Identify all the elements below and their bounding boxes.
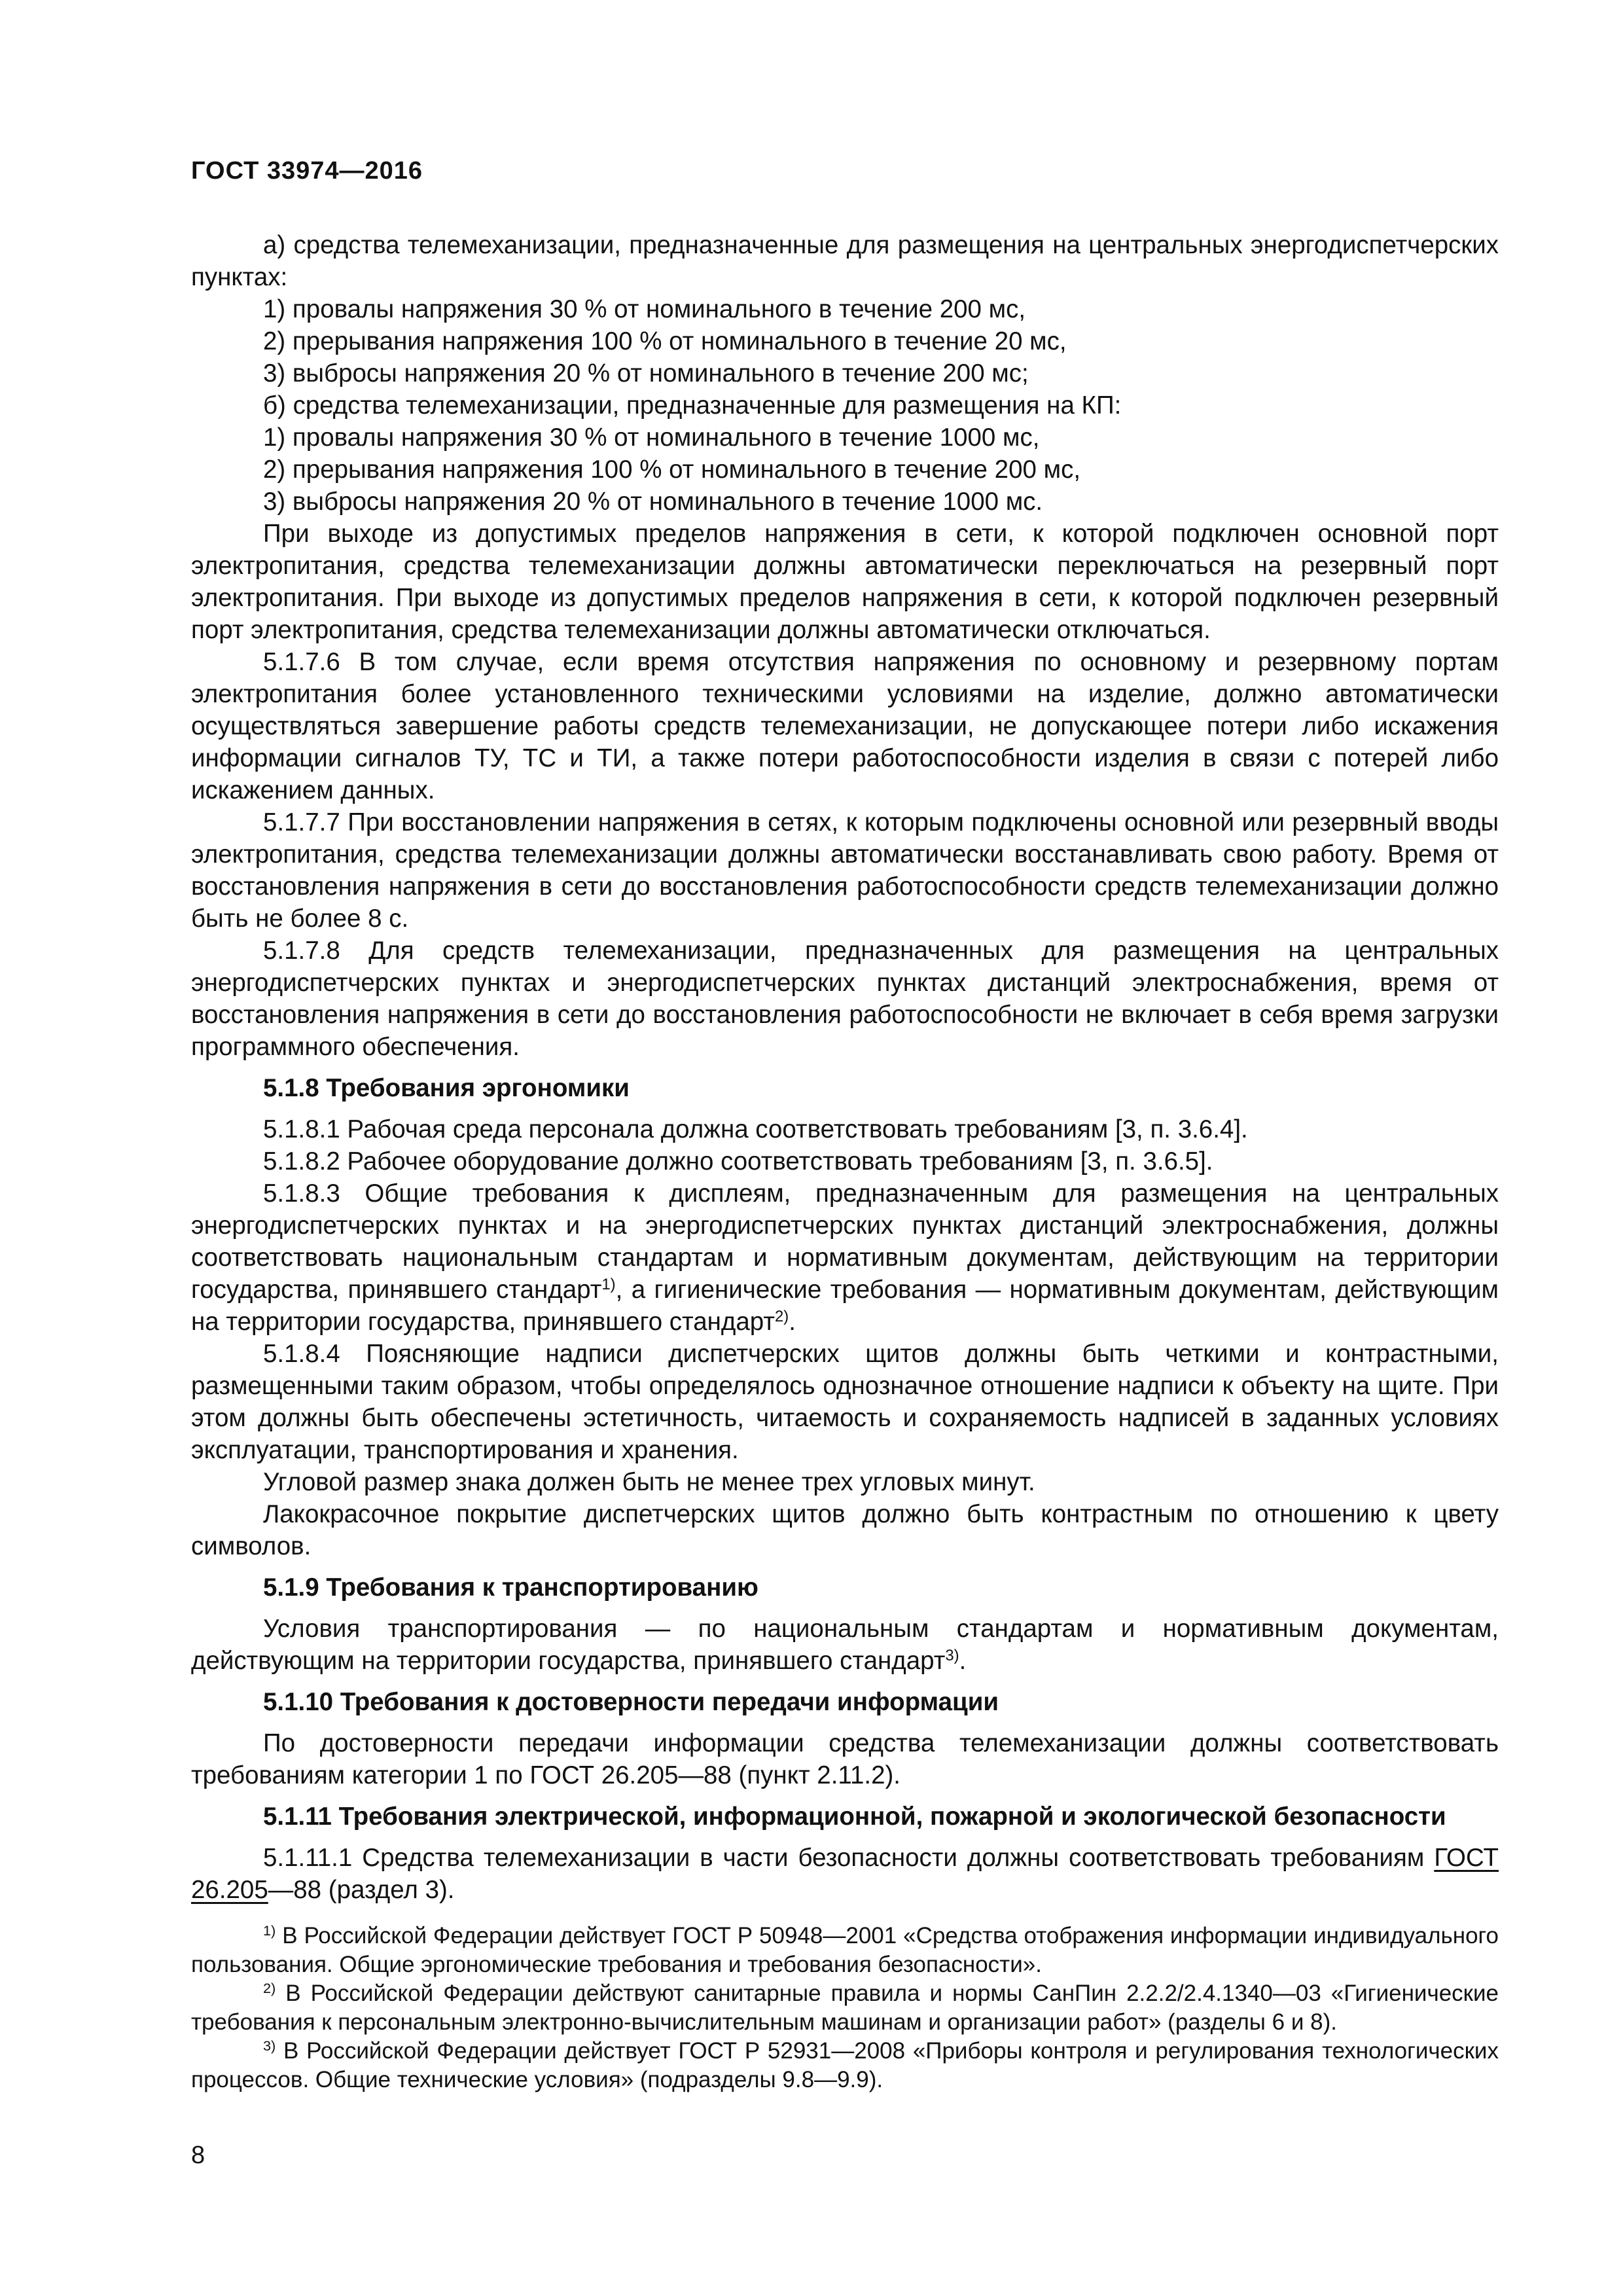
paragraph: По достоверности передачи информации средства телемеханизации должны соответствовать требованиям категории 1 по ГОСТ 26.205—88 (пункт 2.11.2). <box>191 1729 1499 1789</box>
section-heading-5-1-10: 5.1.10 Требования к достоверности передачи информации <box>263 1688 999 1716</box>
clause-5-1-7-8: 5.1.7.8 Для средств телемеханизации, предназначенных для размещения на центральных энергодиспетчерских пунктах и энергодиспетчерских пунктах дистанций электроснабжения, время от восстановления напряжения в сети до восстановления работоспособности не включает в себя время загрузки программного обеспечения. <box>191 937 1499 1061</box>
paragraph: Лакокрасочное покрытие диспетчерских щитов должно быть контрастным по отношению к цвету символов. <box>191 1500 1499 1560</box>
document-body <box>191 229 1499 2094</box>
section-heading-5-1-11: 5.1.11 Требования электрической, информационной, пожарной и экологической безопасности <box>263 1803 1446 1831</box>
footnote-text: В Российской Федерации действует ГОСТ Р 52931—2008 «Приборы контроля и регулирования технологических процессов. Общие технические условия» (подразделы 9.8—9.9). <box>191 2038 1499 2092</box>
list-item: 1) провалы напряжения 30 % от номинального в течение 1000 мс, <box>263 423 1040 452</box>
text: . <box>789 1308 796 1336</box>
text: 5.1.11.1 Средства телемеханизации в части безопасности должны соответствовать требованиям <box>263 1844 1435 1872</box>
footnote-1 <box>191 1922 1499 1979</box>
text: Условия транспортирования — по национальным стандартам и нормативным документам, действующим на территории государства, принявшего стандарт <box>191 1615 1499 1675</box>
paragraph: б) средства телемеханизации, предназначенные для размещения на КП: <box>263 391 1122 420</box>
list-item: 3) выбросы напряжения 20 % от номинального в течение 1000 мс. <box>263 488 1043 516</box>
text: . <box>959 1647 967 1675</box>
standard-link[interactable]: ГОСТ 26.205 <box>191 1844 1499 1904</box>
footnote-ref-2: 2) <box>775 1307 789 1325</box>
clause-5-1-7-7: 5.1.7.7 При восстановлении напряжения в сетях, к которым подключены основной или резервный вводы электропитания, средства телемеханизации должны автоматически восстанавливать свою работу. Время от восстановления напряжения в сети до восстановления работоспособности средств телемеханизации должно быть не более 8 с. <box>191 808 1499 933</box>
footnote-mark: 2) <box>263 1980 276 1997</box>
paragraph: а) средства телемеханизации, предназначенные для размещения на центральных энергодиспетчерских пунктах: <box>191 231 1499 291</box>
clause-5-1-8-4: 5.1.8.4 Поясняющие надписи диспетчерских щитов должны быть четкими и контрастными, размещенными таким образом, чтобы определялось однозначное отношение надписи к объекту на щите. При этом должны быть обеспечены эстетичность, читаемость и сохраняемость надписей в заданных условиях эксплуатации, транспортирования и хранения. <box>191 1340 1499 1464</box>
document-header: ГОСТ 33974—2016 <box>191 157 423 185</box>
section-heading-5-1-8: 5.1.8 Требования эргономики <box>263 1074 630 1102</box>
list-item: 2) прерывания напряжения 100 % от номинального в течение 20 мс, <box>263 327 1067 355</box>
section-heading-5-1-9: 5.1.9 Требования к транспортированию <box>263 1573 758 1602</box>
footnotes <box>191 1922 1499 2094</box>
page-number: 8 <box>191 2142 205 2169</box>
footnote-2 <box>191 1979 1499 2037</box>
footnote-ref-1: 1) <box>601 1275 616 1293</box>
footnote-text: В Российской Федерации действуют санитарные правила и нормы СанПин 2.2.2/2.4.1340—03 «Гигиенические требования к персональным электронно-вычислительным машинам и организации работ» (разделы 6 и 8). <box>191 1981 1499 2035</box>
paragraph <box>191 1613 1499 1677</box>
footnote-mark: 1) <box>263 1922 276 1939</box>
footnote-ref-3: 3) <box>945 1646 959 1664</box>
clause-5-1-8-1: 5.1.8.1 Рабочая среда персонала должна соответствовать требованиям [3, п. 3.6.4]. <box>263 1115 1248 1143</box>
footnote-3 <box>191 2037 1499 2094</box>
text: , а гигиенические требования — нормативным документам, действующим на территории государства, принявшего стандарт <box>191 1276 1499 1336</box>
clause-5-1-8-2: 5.1.8.2 Рабочее оборудование должно соответствовать требованиям [3, п. 3.6.5]. <box>263 1147 1213 1175</box>
text: —88 (раздел 3). <box>268 1876 455 1904</box>
list-item: 1) провалы напряжения 30 % от номинального в течение 200 мс, <box>263 295 1026 323</box>
footnote-mark: 3) <box>263 2037 276 2054</box>
footnote-text: В Российской Федерации действует ГОСТ Р 50948—2001 «Средства отображения информации индивидуального пользования. Общие эргономические требования и требования безопасности». <box>191 1923 1499 1977</box>
paragraph: При выходе из допустимых пределов напряжения в сети, к которой подключен основной порт электропитания, средства телемеханизации должны автоматически переключаться на резервный порт электропитания. При выходе из допустимых пределов напряжения в сети, к которой подключен резервный порт электропитания, средства телемеханизации должны автоматически отключаться. <box>191 520 1499 644</box>
text: 5.1.8.3 Общие требования к дисплеям, предназначенным для размещения на центральных энергодиспетчерских пунктах и на энергодиспетчерских пунктах дистанций электроснабжения, должны соответствовать национальным стандартам и нормативным документам, действующим на территории государства, принявшего стандарт <box>191 1179 1499 1304</box>
clause-5-1-11-1 <box>191 1842 1499 1906</box>
clause-5-1-7-6: 5.1.7.6 В том случае, если время отсутствия напряжения по основному и резервному портам электропитания более установленного техническими условиями на изделие, должно автоматически осуществляться завершение работы средств телемеханизации, не допускающее потери либо искажения информации сигналов ТУ, ТС и ТИ, а также потери работоспособности изделия в связи с потерей либо искажением данных. <box>191 648 1499 804</box>
list-item: 3) выбросы напряжения 20 % от номинального в течение 200 мс; <box>263 359 1029 387</box>
clause-5-1-8-3 <box>191 1177 1499 1338</box>
paragraph: Угловой размер знака должен быть не менее трех угловых минут. <box>263 1468 1035 1496</box>
list-item: 2) прерывания напряжения 100 % от номинального в течение 200 мс, <box>263 456 1081 484</box>
